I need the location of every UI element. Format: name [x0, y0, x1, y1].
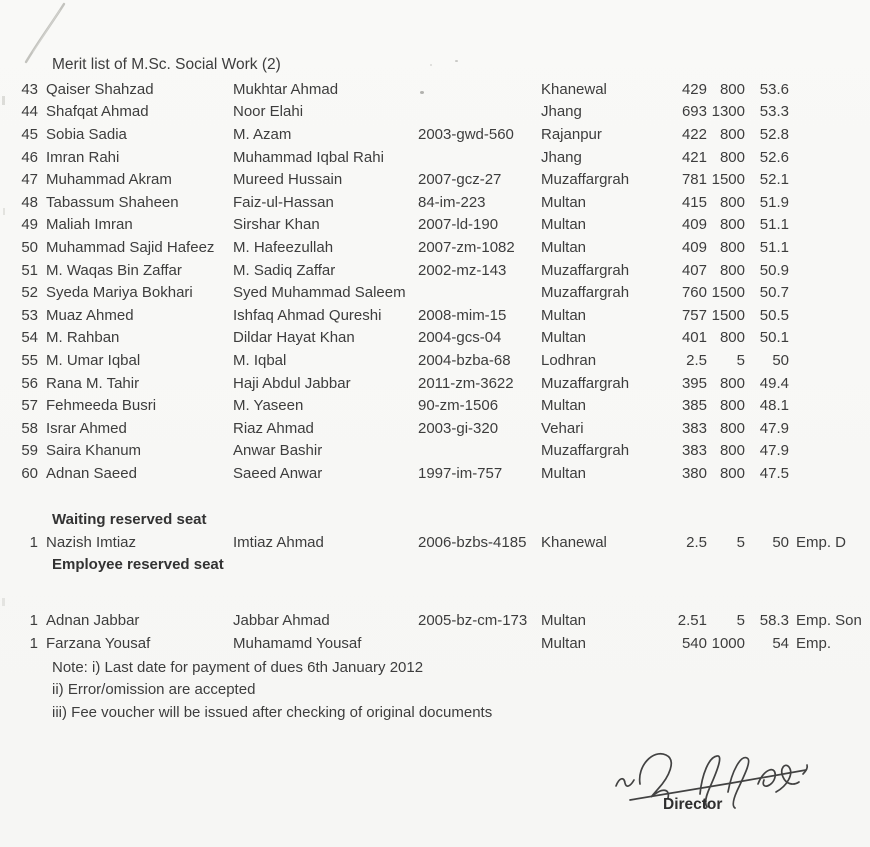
employee-table [8, 609, 870, 654]
district: Vehari [541, 419, 584, 437]
district: Multan [541, 464, 587, 482]
registration-number: 2008-mim-15 [418, 306, 507, 324]
registration-number: 84-im-223 [418, 193, 486, 211]
father-name: M. Hafeezullah [233, 238, 334, 256]
student-name: Maliah Imran [46, 216, 133, 234]
district: Multan [541, 193, 587, 211]
percentage: 52.8 [759, 125, 789, 143]
student-name: Syeda Mariya Bokhari [46, 284, 193, 302]
serial-number: 47 [21, 171, 38, 189]
student-name: Muaz Ahmed [46, 306, 134, 324]
total-marks: 800 [719, 193, 745, 211]
district: Khanewal [541, 534, 607, 552]
registration-number: 2003-gi-320 [418, 419, 499, 437]
serial-number: 55 [21, 351, 38, 369]
total-marks: 1500 [711, 306, 745, 324]
page-title: Merit list of M.Sc. Social Work (2) [52, 56, 281, 73]
percentage: 51.9 [759, 193, 789, 211]
ink-speck [455, 60, 458, 62]
percentage: 51.1 [759, 216, 789, 234]
father-name: M. Azam [233, 125, 292, 143]
student-name: M. Waqas Bin Zaffar [46, 261, 182, 279]
total-marks: 1000 [711, 634, 745, 652]
table-row [8, 327, 870, 350]
table-row [8, 417, 870, 440]
father-name: Mukhtar Ahmad [233, 80, 339, 98]
student-name: Imran Rahi [46, 148, 120, 166]
marks-obtained: 380 [681, 464, 707, 482]
table-row [8, 78, 870, 101]
marks-obtained: 760 [681, 284, 707, 302]
employee-reserved-heading: Employee reserved seat [52, 555, 224, 573]
serial-number: 57 [21, 397, 38, 415]
table-row [8, 191, 870, 214]
district: Multan [541, 238, 587, 256]
father-name: M. Yaseen [233, 397, 304, 415]
district: Multan [541, 612, 587, 630]
district: Jhang [541, 103, 582, 121]
total-marks: 800 [719, 397, 745, 415]
serial-number: 1 [29, 612, 38, 630]
serial-number: 58 [21, 419, 38, 437]
percentage: 53.6 [759, 80, 789, 98]
total-marks: 800 [719, 442, 745, 460]
serial-number: 45 [21, 125, 38, 143]
table-row [8, 462, 870, 485]
marks-obtained: 407 [681, 261, 707, 279]
serial-number: 52 [21, 284, 38, 302]
percentage: 47.5 [759, 464, 789, 482]
student-name: Muhammad Sajid Hafeez [46, 238, 215, 256]
total-marks: 800 [719, 374, 745, 392]
registration-number: 2007-gcz-27 [418, 171, 502, 189]
registration-number: 90-zm-1506 [418, 397, 499, 415]
note-line-1: Note: i) Last date for payment of dues 6th January 2012 [52, 658, 424, 676]
father-name: Noor Elahi [233, 103, 304, 121]
marks-obtained: 781 [681, 171, 707, 189]
district: Muzaffargrah [541, 261, 630, 279]
marks-obtained: 383 [681, 419, 707, 437]
district: Muzaffargrah [541, 374, 630, 392]
father-name: Mureed Hussain [233, 171, 343, 189]
student-name: Rana M. Tahir [46, 374, 140, 392]
table-row [8, 259, 870, 282]
student-name: Nazish Imtiaz [46, 534, 137, 552]
marks-obtained: 415 [681, 193, 707, 211]
father-name: Jabbar Ahmad [233, 612, 330, 630]
table-row [8, 609, 870, 632]
district: Multan [541, 329, 587, 347]
registration-number: 2007-zm-1082 [418, 238, 515, 256]
registration-number: 2003-gwd-560 [418, 125, 514, 143]
table-row [8, 236, 870, 259]
marks-obtained: 421 [681, 148, 707, 166]
father-name: Anwar Bashir [233, 442, 323, 460]
marks-obtained: 383 [681, 442, 707, 460]
registration-number: 2004-bzba-68 [418, 351, 511, 369]
student-name: Shafqat Ahmad [46, 103, 149, 121]
serial-number: 1 [29, 534, 38, 552]
father-name: Syed Muhammad Saleem [233, 284, 406, 302]
percentage: 51.1 [759, 238, 789, 256]
signature-block [600, 740, 850, 830]
father-name: Imtiaz Ahmad [233, 534, 324, 552]
district: Multan [541, 397, 587, 415]
table-row [8, 394, 870, 417]
marks-obtained: 2.51 [677, 612, 707, 630]
table-row [8, 146, 870, 169]
serial-number: 43 [21, 80, 38, 98]
serial-number: 56 [21, 374, 38, 392]
father-name: Ishfaq Ahmad Qureshi [233, 306, 382, 324]
marks-obtained: 429 [681, 80, 707, 98]
serial-number: 54 [21, 329, 38, 347]
serial-number: 51 [21, 261, 38, 279]
percentage: 48.1 [759, 397, 789, 415]
marks-obtained: 409 [681, 216, 707, 234]
father-name: Muhammad Iqbal Rahi [233, 148, 384, 166]
student-name: Saira Khanum [46, 442, 142, 460]
percentage: 50.5 [759, 306, 789, 324]
student-name: Fehmeeda Busri [46, 397, 157, 415]
total-marks: 1500 [711, 284, 745, 302]
father-name: Sirshar Khan [233, 216, 320, 234]
serial-number: 59 [21, 442, 38, 460]
table-row [8, 304, 870, 327]
table-row [8, 440, 870, 463]
marks-obtained: 409 [681, 238, 707, 256]
student-name: Qaiser Shahzad [46, 80, 154, 98]
percentage: 50 [772, 534, 789, 552]
pencil-mark [0, 0, 90, 80]
waiting-table [8, 531, 870, 554]
registration-number: 2002-mz-143 [418, 261, 507, 279]
merit-table [8, 78, 870, 485]
father-name: Haji Abdul Jabbar [233, 374, 351, 392]
percentage: 49.4 [759, 374, 789, 392]
serial-number: 49 [21, 216, 38, 234]
total-marks: 5 [736, 351, 745, 369]
student-name: Adnan Saeed [46, 464, 137, 482]
registration-number: 1997-im-757 [418, 464, 503, 482]
marks-obtained: 2.5 [686, 351, 707, 369]
registration-number: 2011-zm-3622 [418, 374, 514, 392]
marks-obtained: 401 [681, 329, 707, 347]
student-name: Tabassum Shaheen [46, 193, 179, 211]
student-name: M. Rahban [46, 329, 120, 347]
table-row [8, 168, 870, 191]
table-row [8, 632, 870, 655]
student-name: Muhammad Akram [46, 171, 172, 189]
serial-number: 44 [21, 103, 38, 121]
percentage: 47.9 [759, 442, 789, 460]
table-row [8, 281, 870, 304]
father-name: Riaz Ahmad [233, 419, 314, 437]
district: Khanewal [541, 80, 607, 98]
percentage: 50.1 [759, 329, 789, 347]
district: Jhang [541, 148, 582, 166]
student-name: Israr Ahmed [46, 419, 127, 437]
total-marks: 800 [719, 238, 745, 256]
district: Multan [541, 216, 587, 234]
total-marks: 800 [719, 464, 745, 482]
remark: Emp. D [796, 534, 847, 552]
total-marks: 800 [719, 80, 745, 98]
percentage: 53.3 [759, 103, 789, 121]
district: Rajanpur [541, 125, 602, 143]
table-row [8, 349, 870, 372]
table-row [8, 123, 870, 146]
remark: Emp. [796, 634, 832, 652]
father-name: M. Sadiq Zaffar [233, 261, 336, 279]
table-row [8, 531, 870, 554]
marks-obtained: 693 [681, 103, 707, 121]
father-name: Dildar Hayat Khan [233, 329, 355, 347]
scan-edge-mark [2, 598, 5, 606]
total-marks: 800 [719, 148, 745, 166]
scan-edge-mark [3, 208, 5, 215]
total-marks: 5 [736, 534, 745, 552]
registration-number: 2007-ld-190 [418, 216, 499, 234]
father-name: Muhamamd Yousaf [233, 634, 362, 652]
district: Muzaffargrah [541, 284, 630, 302]
student-name: Farzana Yousaf [46, 634, 151, 652]
student-name: M. Umar Iqbal [46, 351, 141, 369]
note-line-2: ii) Error/omission are accepted [52, 681, 256, 699]
remark: Emp. Son [796, 612, 862, 630]
percentage: 50 [772, 351, 789, 369]
registration-number: 2004-gcs-04 [418, 329, 502, 347]
father-name: M. Iqbal [233, 351, 287, 369]
total-marks: 1500 [711, 171, 745, 189]
marks-obtained: 540 [681, 634, 707, 652]
student-name: Adnan Jabbar [46, 612, 140, 630]
percentage: 58.3 [759, 612, 789, 630]
percentage: 50.9 [759, 261, 789, 279]
total-marks: 800 [719, 216, 745, 234]
marks-obtained: 385 [681, 397, 707, 415]
serial-number: 48 [21, 193, 38, 211]
student-name: Sobia Sadia [46, 125, 127, 143]
district: Lodhran [541, 351, 597, 369]
serial-number: 50 [21, 238, 38, 256]
total-marks: 800 [719, 329, 745, 347]
notes [52, 657, 870, 725]
table-row [8, 101, 870, 124]
percentage: 47.9 [759, 419, 789, 437]
director-label: Director [663, 796, 723, 813]
district: Multan [541, 306, 587, 324]
table-row [8, 214, 870, 237]
note-line-3: iii) Fee voucher will be issued after checking of original documents [52, 704, 493, 722]
father-name: Saeed Anwar [233, 464, 323, 482]
father-name: Faiz-ul-Hassan [233, 193, 334, 211]
district: Muzaffargrah [541, 442, 630, 460]
waiting-reserved-heading: Waiting reserved seat [52, 510, 207, 528]
registration-number: 2005-bz-cm-173 [418, 612, 528, 630]
total-marks: 5 [736, 612, 745, 630]
scan-edge-mark [2, 96, 5, 105]
total-marks: 800 [719, 261, 745, 279]
total-marks: 800 [719, 419, 745, 437]
registration-number: 2006-bzbs-4185 [418, 534, 527, 552]
percentage: 52.6 [759, 148, 789, 166]
percentage: 54 [772, 634, 789, 652]
district: Muzaffargrah [541, 171, 630, 189]
serial-number: 60 [21, 464, 38, 482]
table-row [8, 372, 870, 395]
serial-number: 46 [21, 148, 38, 166]
percentage: 50.7 [759, 284, 789, 302]
ink-speck [420, 91, 424, 94]
marks-obtained: 2.5 [686, 534, 707, 552]
total-marks: 800 [719, 125, 745, 143]
percentage: 52.1 [759, 171, 789, 189]
total-marks: 1300 [711, 103, 745, 121]
marks-obtained: 395 [681, 374, 707, 392]
ink-speck [430, 64, 432, 66]
marks-obtained: 422 [681, 125, 707, 143]
serial-number: 53 [21, 306, 38, 324]
serial-number: 1 [29, 634, 38, 652]
district: Multan [541, 634, 587, 652]
marks-obtained: 757 [681, 306, 707, 324]
